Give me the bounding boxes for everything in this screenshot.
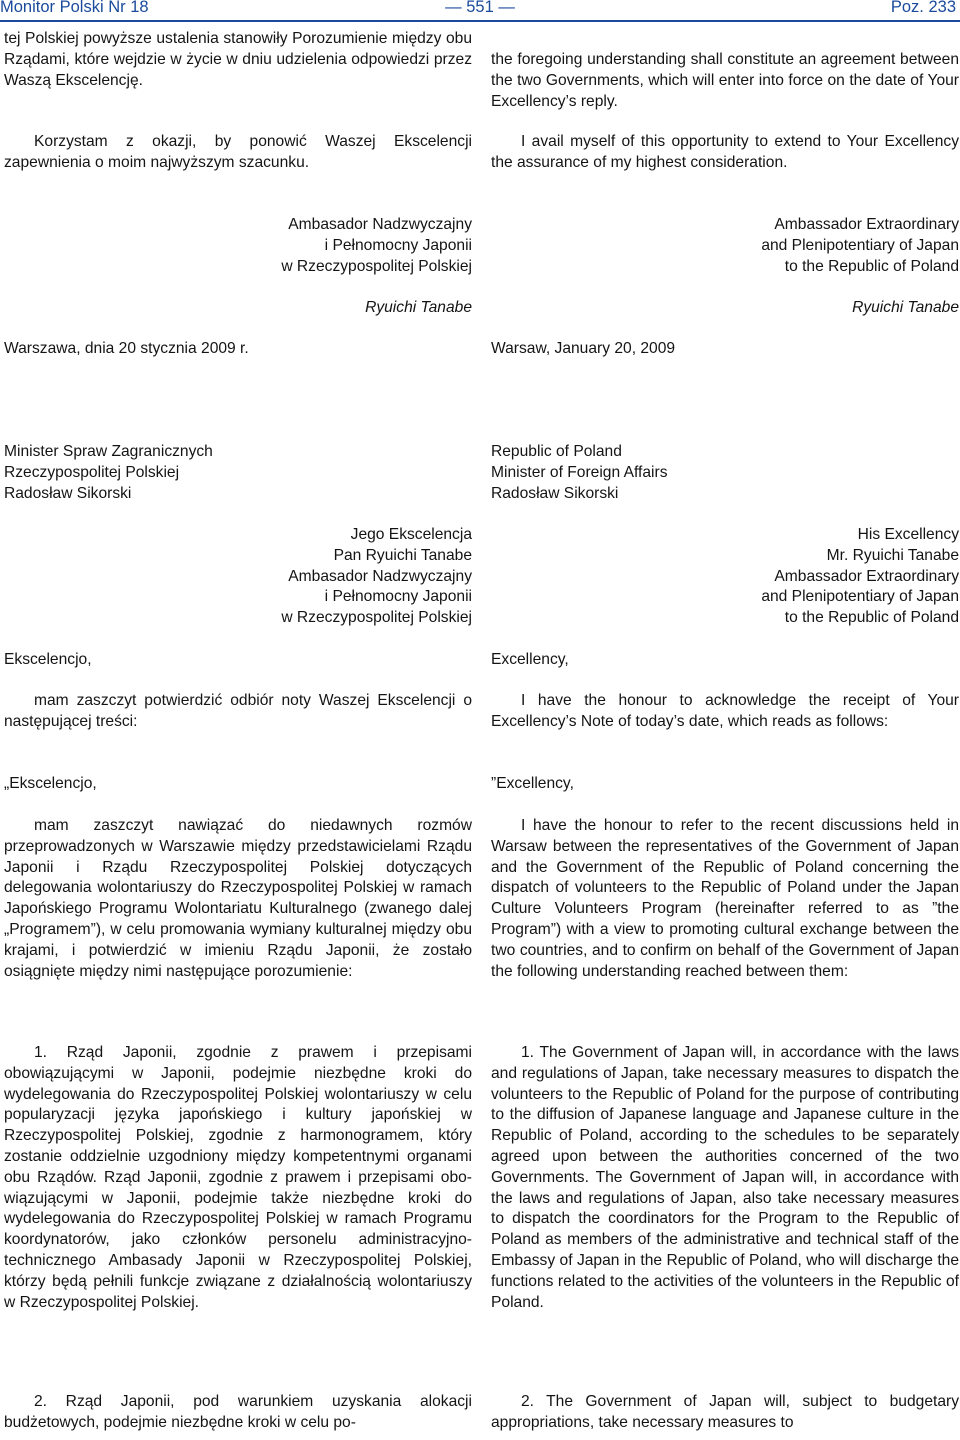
salutation: Ekscelencjo, — [4, 651, 92, 668]
continuation-paragraph: the foregoing understanding shall constitute an agreement between the two Governments, which will enter into force on the date of Your Excellency’s reply. — [491, 51, 959, 110]
acknowledgement-paragraph: mam zaszczyt potwierdzić odbiór noty Waszej Ekscelencji o następującej treści: — [4, 692, 472, 730]
recipient-line: Ambassador Extraordinary — [774, 567, 959, 585]
item-1-paragraph: 1. Rząd Japonii, zgodnie z prawem i przepisami obowiązującymi w Japonii, podejmie niezbędne kroki do wydelegowania do Rzeczypospolitej Polskiej wolontariuszy w celu popularyzacji języka japońskiego i kultury japońskiej w Rzeczypospolitej Polskiej, zgodnie z harmonogramem, który zostanie oddzielnie uzgodniony między kompetentnymi organami obu Rządów. Rząd Japonii, zgodnie z prawem i przepisami obowiązującymi w Japonii, podejmie także niezbędne kroki do wydelegowania do Rzeczypospolitej Polskiej w ramach Programu koordynatorów, jako członków personelu administracyjno-technicznego Ambasady Japonii w Rzeczypospolitej Polskiej, którzy będą pełnili funkcje związane z działalnością wolontariuszy w Rzeczypospolitej Polskiej. — [4, 1044, 472, 1311]
recipient-line: Mr. Ryuichi Tanabe — [826, 546, 959, 564]
acknowledgement-paragraph: I have the honour to acknowledge the receipt of Your Excellency’s Note of today’s date, which reads as follows: — [491, 692, 959, 730]
signature-title-line: Ambassador Extraordinary — [774, 216, 959, 233]
quoted-salutation: ”Excellency, — [491, 775, 574, 792]
recipient-line: i Pełnomocny Japonii — [324, 588, 472, 606]
header-rule — [0, 20, 960, 22]
page-header — [0, 0, 960, 22]
sender-block — [491, 442, 959, 504]
continuation-paragraph: tej Polskiej powyższe ustalenia stanowiły Porozumienie między obu Rządami, które wejdzie w życie w dniu udzielenia odpowiedzi przez Waszą Ekscelencję. — [4, 30, 472, 89]
signature-title-line: w Rzeczypospolitej Polskiej — [281, 257, 472, 275]
recipient-line: His Excellency — [857, 526, 959, 543]
page-number: — 551 — — [445, 0, 515, 16]
signature-name: Ryuichi Tanabe — [365, 299, 472, 316]
recipient-line: w Rzeczypospolitej Polskiej — [281, 609, 472, 627]
signature-title-line: i Pełnomocny Japonii — [324, 236, 472, 254]
salutation: Excellency, — [491, 651, 569, 668]
body-paragraph: I have the honour to refer to the recent discussions held in Warsaw between the representatives of the Government of Japan and the Government of the Republic of Poland concerning the dispatch of volunteers to the Republic of Poland under the Japan Culture Volunteers Program (hereinafter referred to as ”the Program”) with a view to promoting cultural exchange between the two countries, and to confirm on behalf of the Government of Japan the following understanding reached between them: — [491, 817, 959, 980]
item-1-paragraph: 1. The Government of Japan will, in accordance with the laws and regulations of Japan, take necessary measures to dispatch the volunteers to the Republic of Poland for the purpose of contributing to the diffusion of Japanese language and Japanese culture in the Republic of Poland, according to the schedules to be separately agreed upon between the authorities concerned of the two Governments. The Government of Japan will, in accordance with the laws and regulations of Japan, also take necessary measures to dispatch the coordinators for the Program to the Republic of Poland as members of the administrative and technical staff of the Embassy of Japan in the Republic of Poland, who will discharge the functions related to the activities of the volunteers in the Republic of Poland. — [491, 1044, 959, 1311]
sender-block — [4, 442, 472, 504]
quoted-salutation: „Ekscelencjo, — [4, 775, 97, 792]
courtesy-paragraph: Korzystam z okazji, by ponowić Waszej Ekscelencji zapewnienia o moim najwyższym szacunku. — [4, 133, 472, 171]
recipient-line: and Plenipotentiary of Japan — [761, 588, 959, 606]
item-number: Poz. 233 — [890, 0, 956, 16]
courtesy-paragraph: I avail myself of this opportunity to extend to Your Excellency the assurance of my highest consideration. — [491, 133, 959, 171]
place-date: Warsaw, January 20, 2009 — [491, 340, 676, 357]
publication-title: Monitor Polski Nr 18 — [0, 0, 149, 16]
item-2-paragraph: 2. Rząd Japonii, pod warunkiem uzyskania alokacji budżetowych, podejmie niezbędne kroki w celu po- — [4, 1393, 472, 1431]
signature-name: Ryuichi Tanabe — [852, 299, 959, 316]
signature-title-line: and Plenipotentiary of Japan — [761, 236, 959, 254]
sender-line: Minister Spraw Zagranicznych — [4, 443, 213, 460]
item-2-paragraph: 2. The Government of Japan will, subject to budgetary appropriations, take necessary measures to — [491, 1393, 959, 1431]
place-date: Warszawa, dnia 20 stycznia 2009 r. — [4, 340, 249, 357]
sender-line: Rzeczypospolitej Polskiej — [4, 463, 180, 481]
sender-line: Republic of Poland — [491, 443, 622, 460]
body-paragraph: mam zaszczyt nawiązać do niedawnych rozmów przeprowadzonych w Warszawie między przedstawicielami Rządu Japonii i Rządu Rzeczypospolitej Polskiej dotyczących delegowania wolontariuszy do Rzeczypospolitej Polskiej w ramach Japońskiego Programu Wolontariatu Kulturalnego (zwanego dalej „Programem”), w celu promowania wymiany kulturalnej między obu krajami, i potwierdzić w imieniu Rządu Japonii, że zostało osiągnięte między nimi następujące porozumienie: — [4, 817, 472, 980]
recipient-block — [491, 525, 959, 629]
signature-title — [4, 215, 472, 277]
signature-title-line: Ambasador Nadzwyczajny — [288, 216, 472, 233]
recipient-line: Pan Ryuichi Tanabe — [333, 546, 472, 564]
recipient-line: Ambasador Nadzwyczajny — [288, 567, 472, 585]
recipient-line: Jego Ekscelencja — [350, 526, 472, 543]
sender-line: Radosław Sikorski — [4, 484, 132, 502]
signature-title-line: to the Republic of Poland — [784, 257, 959, 275]
recipient-line: to the Republic of Poland — [784, 609, 959, 627]
sender-line: Minister of Foreign Affairs — [491, 463, 668, 481]
recipient-block — [4, 525, 472, 629]
signature-title — [491, 215, 959, 277]
sender-line: Radosław Sikorski — [491, 484, 619, 502]
